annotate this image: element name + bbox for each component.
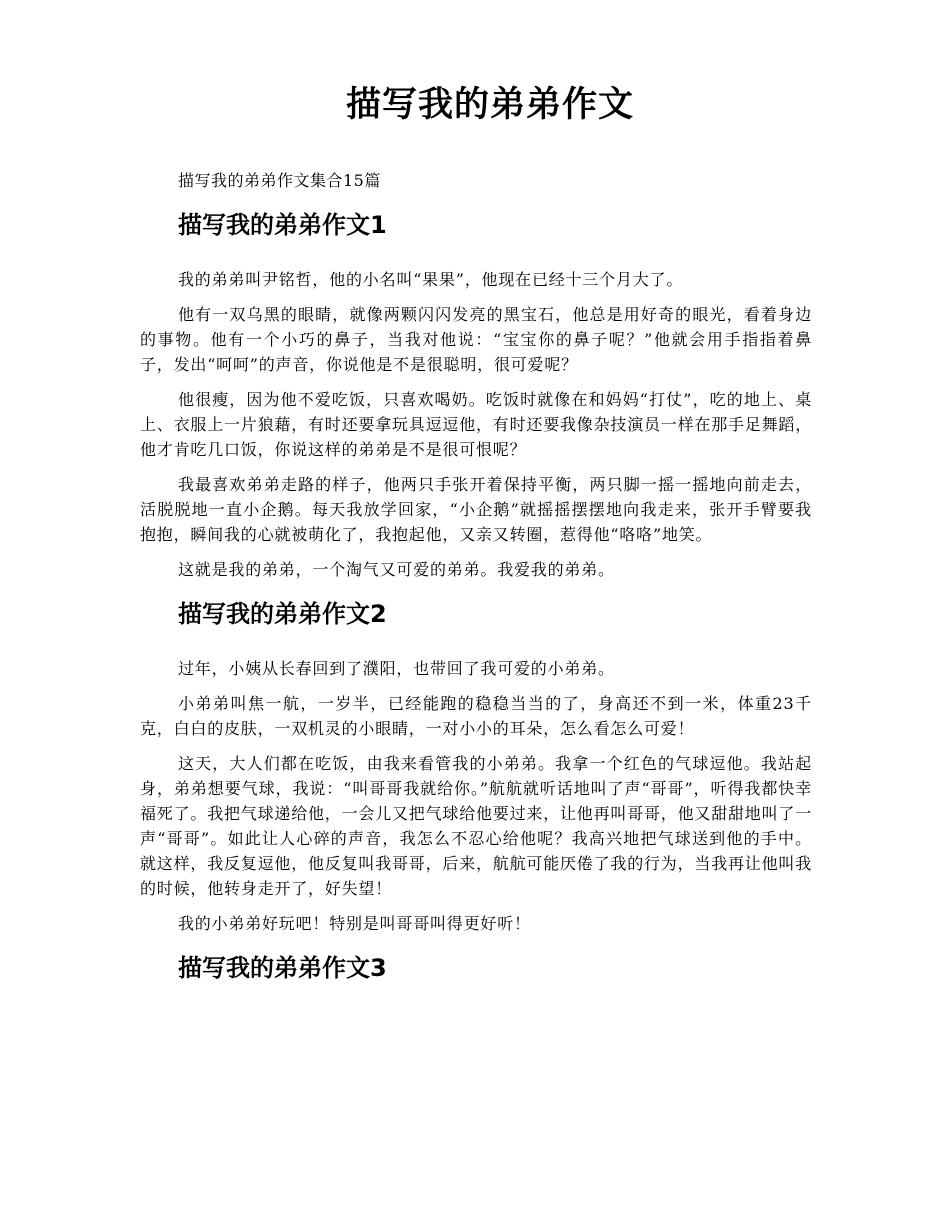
section-heading: 描写我的弟弟作文2 [178, 600, 387, 628]
paragraph: 这就是我的弟弟，一个淘气又可爱的弟弟。我爱我的弟弟。 [178, 560, 615, 579]
document-page [140, 0, 812, 986]
section-heading: 描写我的弟弟作文1 [178, 211, 387, 239]
paragraph: 他有一双乌黑的眼睛，就像两颗闪闪发亮的黑宝石，他总是用好奇的眼光，看着身边的事物。他有一个小巧的鼻子，当我对他说：“宝宝你的鼻子呢？”他就会用手指指着鼻子，发出“呵呵”的声音，你说他是不是很聪明，很可爱呢？ [140, 305, 812, 374]
paragraph: 这天，大人们都在吃饭，由我来看管我的小弟弟。我拿一个红色的气球逗他。我站起身，弟弟想要气球，我说：“叫哥哥我就给你。”航航就听话地叫了声“哥哥”，听得我都快幸福死了。我把气球递给他，一会儿又把气球给他要过来，让他再叫哥哥，他又甜甜地叫了一声“哥哥”。如此让人心碎的声音，我怎么不忍心给他呢？我高兴地把气球送到他的手中。就这样，我反复逗他，他反复叫我哥哥，后来，航航可能厌倦了我的行为，当我再让他叫我的时候，他转身走开了，好失望！ [140, 754, 813, 898]
document-title: 描写我的弟弟作文 [345, 85, 634, 125]
paragraph: 过年，小姨从长春回到了濮阳，也带回了我可爱的小弟弟。 [178, 659, 615, 678]
paragraph: 小弟弟叫焦一航，一岁半，已经能跑的稳稳当当的了，身高还不到一米，体重23千克，白白的皮肤，一双机灵的小眼睛，一对小小的耳朵，怎么看怎么可爱！ [140, 694, 812, 738]
paragraph: 我的小弟弟好玩吧！特别是叫哥哥叫得更好听！ [178, 914, 531, 933]
paragraph: 他很瘦，因为他不爱吃饭，只喜欢喝奶。吃饭时就像在和妈妈“打仗”，吃的地上、桌上、衣服上一片狼藉，有时还要拿玩具逗逗他，有时还要我像杂技演员一样在那手足舞蹈，他才肯吃几口饭，你说这样的弟弟是不是很可恨呢？ [140, 390, 813, 459]
essay-body [140, 267, 812, 582]
section-heading: 描写我的弟弟作文3 [178, 954, 387, 982]
essay-section-3 [140, 950, 812, 986]
paragraph: 我的弟弟叫尹铭哲，他的小名叫“果果”，他现在已经十三个月大了。 [178, 270, 684, 289]
essay-body [140, 656, 812, 936]
essay-section-1 [140, 207, 812, 582]
essay-section-2 [140, 596, 812, 936]
document-intro: 描写我的弟弟作文集合15篇 [178, 171, 381, 190]
paragraph: 我最喜欢弟弟走路的样子，他两只手张开着保持平衡，两只脚一摇一摇地向前走去，活脱脱地一直小企鹅。每天我放学回家，“小企鹅”就摇摇摆摆地向我走来，张开手臂要我抱抱，瞬间我的心就被萌化了，我抱起他，又亲又转圈，惹得他“咯咯”地笑。 [140, 475, 812, 544]
